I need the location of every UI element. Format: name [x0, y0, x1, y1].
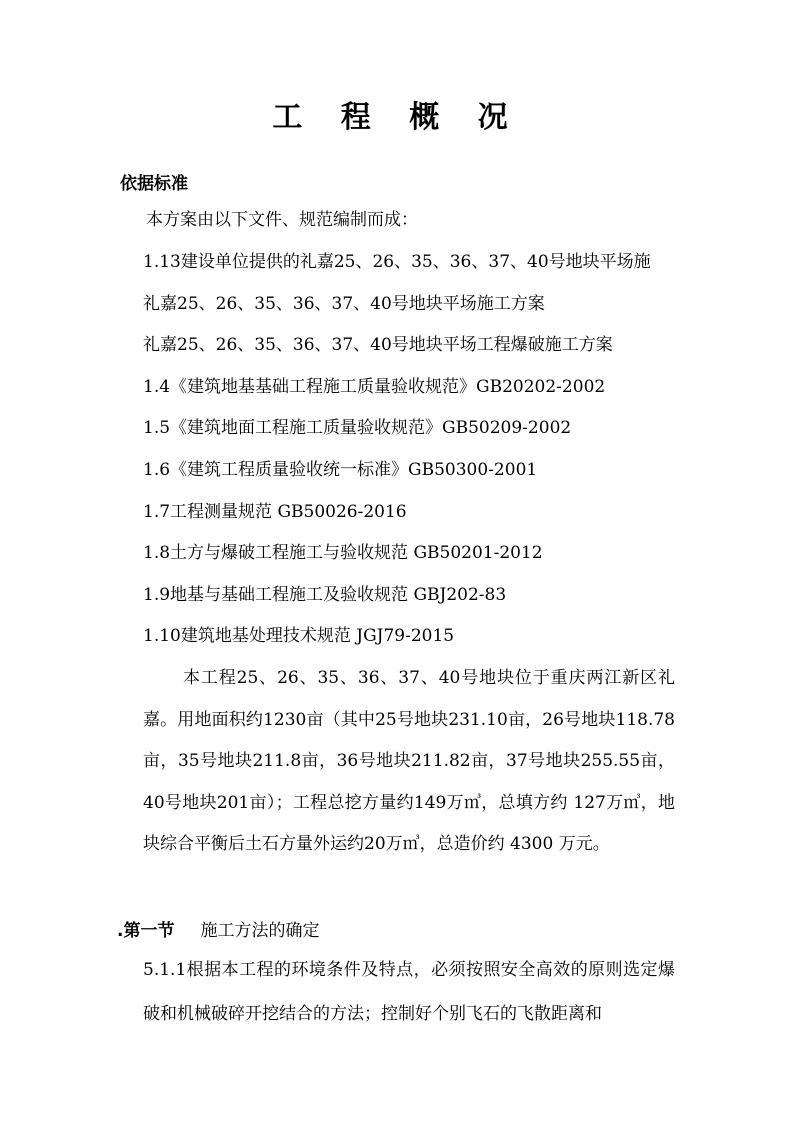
project-overview-paragraph: 本工程25、26、35、36、37、40号地块位于重庆两江新区礼嘉。用地面积约1230亩（其中25号地块231.10亩，26号地块118.78亩，35号地块211.8亩，36号地块211.82亩，37号地块255.55亩，40号地块201亩）；工程总挖方量约149万㎥，总填方约 127万㎥，地块综合平衡后土石方量外运约20万㎥，总造价约 4300 万元。	[143, 668, 675, 855]
page-title: 工 程 概 况	[272, 100, 522, 135]
basis-item: 礼嘉25、26、35、36、37、40号地块平场施工方案	[143, 294, 545, 314]
basis-item: 1.8土方与爆破工程施工与验收规范 GB50201-2012	[143, 543, 543, 563]
basis-intro: 本方案由以下文件、规范编制而成：	[146, 210, 418, 230]
basis-item: 礼嘉25、26、35、36、37、40号地块平场工程爆破施工方案	[143, 335, 613, 355]
section-paragraph: 5.1.1根据本工程的环境条件及特点，必须按照安全高效的原则选定爆破和机械破碎开挖结合的方法；控制好个别飞石的飞散距离和	[143, 960, 675, 1024]
basis-item: 1.4《建筑地基基础工程施工质量验收规范》GB20202-2002	[143, 377, 606, 397]
section-title: 施工方法的确定	[200, 921, 320, 941]
basis-item: 1.13建设单位提供的礼嘉25、26、35、36、37、40号地块平场施	[143, 252, 651, 272]
basis-item: 1.5《建筑地面工程施工质量验收规范》GB50209-2002	[143, 418, 572, 438]
basis-item: 1.10建筑地基处理技术规范 JGJ79-2015	[143, 626, 455, 646]
basis-item: 1.7工程测量规范 GB50026-2016	[143, 502, 407, 522]
basis-item: 1.6《建筑工程质量验收统一标准》GB50300-2001	[143, 460, 538, 480]
basis-heading: 依据标准	[120, 174, 188, 194]
section-heading	[117, 919, 319, 943]
section-number: .第一节	[117, 921, 175, 941]
basis-item: 1.9地基与基础工程施工及验收规范 GBJ202-83	[143, 585, 507, 605]
